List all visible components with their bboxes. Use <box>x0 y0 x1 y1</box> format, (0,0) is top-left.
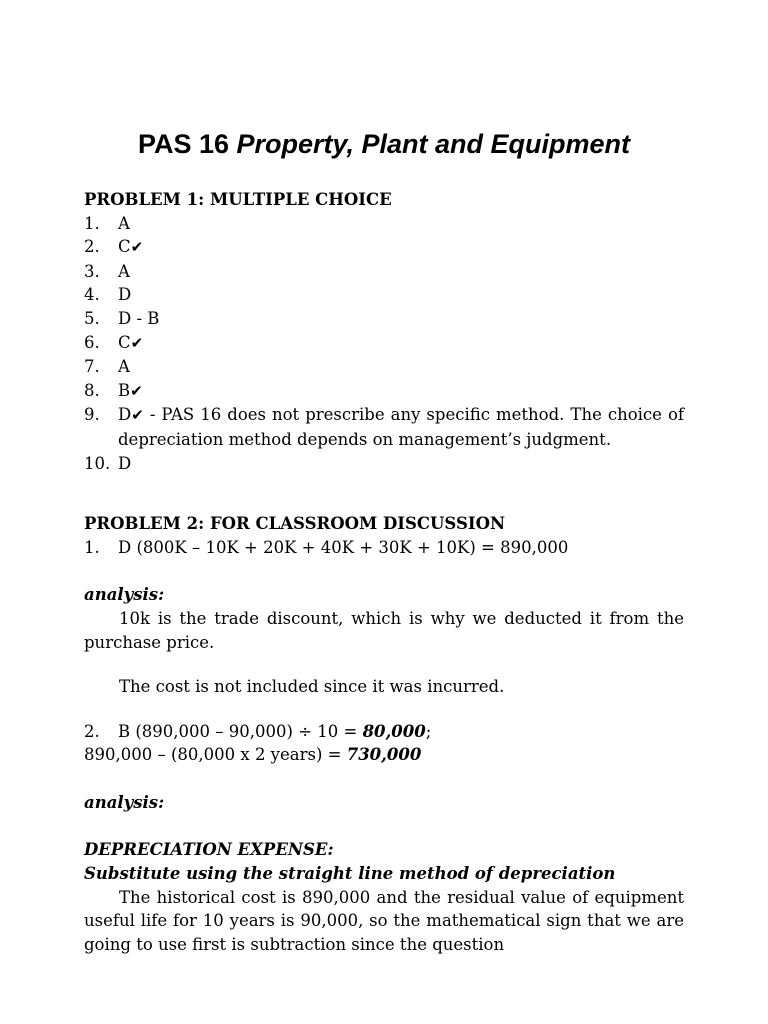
list-item <box>84 536 684 560</box>
answer-body <box>118 403 684 451</box>
item-number: 4. <box>84 285 100 305</box>
analysis2-label: analysis: <box>84 792 165 812</box>
analysis-paragraph-2: The cost is not included since it was incurred. <box>119 677 505 697</box>
problem2-item-2 <box>84 720 684 744</box>
item-line1-prefix: B (890,000 – 90,000) ÷ 10 = <box>118 721 363 741</box>
analysis-paragraph-1: 10k is the trade discount, which is why we deducted it from the purchase price. <box>84 608 684 652</box>
check-icon: ✔ <box>130 238 144 257</box>
item-number: 2. <box>84 237 100 257</box>
depreciation-heading: DEPRECIATION EXPENSE: <box>84 840 334 860</box>
final-paragraph: The historical cost is 890,000 and the residual value of equipment useful life for 10 years is 90,000, so the mathematical sign that we are going to use first is subtraction since the question <box>84 887 684 954</box>
list-item <box>84 260 684 284</box>
answer-letter: B <box>118 380 131 400</box>
answer-body <box>118 307 684 331</box>
list-item <box>84 307 684 331</box>
problem2-item-1 <box>84 536 684 560</box>
item-number: 5. <box>84 308 100 328</box>
item-line2-prefix: 890,000 – (80,000 x 2 years) = <box>84 745 347 765</box>
answer-letter: A <box>118 213 130 233</box>
list-item <box>84 403 684 451</box>
title-name: Property, Plant and Equipment <box>236 129 631 159</box>
list-item <box>84 379 684 404</box>
item-number: 3. <box>84 261 100 281</box>
answer-letter: C <box>118 332 131 352</box>
problem1-answer-list <box>84 212 684 476</box>
answer-letter: A <box>118 261 130 281</box>
title-code: PAS 16 <box>137 129 229 159</box>
answer-letter: D - B <box>118 308 160 328</box>
check-icon: ✔ <box>131 406 144 425</box>
answer-letter: D <box>118 453 132 473</box>
document-body <box>84 188 684 956</box>
item-line1-suffix: ; <box>425 721 432 741</box>
page-title <box>0 126 768 162</box>
list-item <box>84 331 684 356</box>
item-line1-value: 80,000 <box>362 721 426 741</box>
list-item <box>84 235 684 260</box>
analysis-label: analysis: <box>84 585 165 605</box>
list-item <box>84 452 684 476</box>
answer-letter: D <box>118 405 132 425</box>
answer-body <box>118 235 684 260</box>
answer-body <box>118 331 684 356</box>
check-icon: ✔ <box>130 381 143 400</box>
answer-letter: D <box>118 285 132 305</box>
answer-body <box>118 355 684 379</box>
list-item <box>84 355 684 379</box>
answer-body <box>118 379 684 404</box>
problem2-heading: PROBLEM 2: FOR CLASSROOM DISCUSSION <box>84 514 506 534</box>
item-text: D (800K – 10K + 20K + 40K + 30K + 10K) = 890,000 <box>118 537 569 557</box>
item2-line2 <box>84 743 684 767</box>
answer-letter: C <box>118 237 131 257</box>
answer-letter: A <box>118 357 130 377</box>
item-number: 1. <box>84 537 100 557</box>
list-item <box>84 283 684 307</box>
answer-body <box>118 452 684 476</box>
item-number: 7. <box>84 357 100 377</box>
problem1-heading: PROBLEM 1: MULTIPLE CHOICE <box>84 190 392 209</box>
list-item <box>84 212 684 236</box>
answer-note: - PAS 16 does not prescribe any specific method. The choice of depreciation method depends on management’s judgment. <box>118 405 684 449</box>
substitute-heading: Substitute using the straight line method of depreciation <box>84 864 616 884</box>
item-number: 10. <box>84 453 111 473</box>
answer-body <box>118 212 684 236</box>
check-icon: ✔ <box>130 333 144 352</box>
answer-body <box>118 260 684 284</box>
answer-body <box>118 283 684 307</box>
list-item <box>84 720 684 744</box>
item-number: 2. <box>84 721 100 741</box>
item-number: 1. <box>84 213 100 233</box>
item-line2-value: 730,000 <box>346 745 422 765</box>
item-number: 8. <box>84 380 100 400</box>
item-number: 6. <box>84 332 100 352</box>
item-number: 9. <box>84 405 100 425</box>
